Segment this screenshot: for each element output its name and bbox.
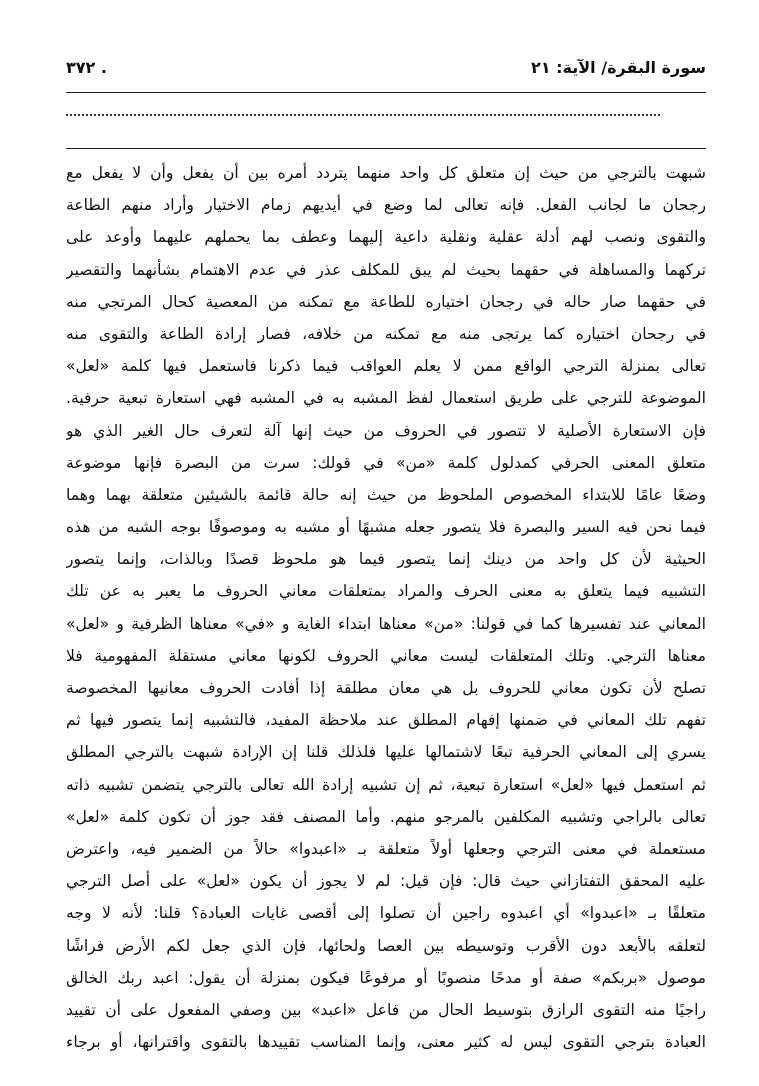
text-line: مستعملة في معنى الترجي وجعلها أولاً متعلقة بـ «اعبدوا» حالاً من الضمير فيه، واعترض: [66, 839, 706, 858]
text-line: تعالى بالراجي وتشبيه المكلفين بالمرجو منهم. وأما المصنف فقد جوز أن تكون كلمة «لعل»: [66, 807, 706, 826]
text-line: فإن الاستعارة الأصلية لا تتصور في الحروف من حيث إنها آلة لتعرف حال الغير الذي هو: [66, 421, 706, 440]
text-line: ثم استعمل فيها «لعل» استعارة تبعية، ثم إن تشبيه إرادة الله تعالى بالترجي يتضمن تشبيه ذاته: [66, 775, 706, 794]
text-line: فيما نحن فيه السير والبصرة فلا يتصور جعله مشبهًا أو مشبه به وموصوفًا بوجه الشبه من هذه: [66, 518, 706, 537]
text-line: في حقهما صار حاله في رجحان اختياره للطاعة مع تمكنه من المعصية كحال المرتجي منه: [66, 292, 706, 311]
text-line: تركهما والمساهلة في حقهما بحيث لم يبق للمكلف عذر في عدم الاهتمام بشأنهما والتقصير: [66, 260, 706, 279]
text-line: تفهم تلك المعاني في ضمنها إفهام المطلق عند ملاحظة المفيد، فالتشبيه إنما يتصور فيها ثم: [66, 711, 706, 730]
text-line: الموضوعة للترجي على طريق استعمال لفظ المشبه به في المشبه فهي استعارة تبعية حرفية.: [66, 389, 706, 408]
page-number: ٣٧٢ .: [66, 58, 107, 77]
text-line: رجحان ما لجانب الفعل. فإنه تعالى لما وضع في أيديهم زمام الاختيار وأراد منهم الطاعة: [66, 196, 706, 215]
running-title: سورة البقرة/ الآية: ٢١: [531, 58, 706, 77]
text-line: متعلق المعنى الحرفي كمدلول كلمة «من» في قولك: سرت من البصرة فإنها موضوعة: [66, 453, 706, 472]
text-line: لتعلقه بالأبعد دون الأقرب وتوسيطه بين العصا ولحائها، فإن الذي جعل لكم الأرض فراشًا: [66, 936, 706, 955]
page-body-text: [66, 158, 706, 1059]
text-line: وضعًا عامًا للابتداء المخصوص الملحوظ من حيث إنه حالة قائمة بالشيئين متعلقة بهما وهما: [66, 485, 706, 504]
dotted-separator: [66, 104, 660, 116]
text-line: يسري إلى المعاني الحرفية تبعًا لاشتمالها عليها فلذلك قلنا إن الإرادة شبهت بالترجي المطلق: [66, 743, 706, 762]
text-line: المعاني عند تفسيرها كما في قولنا: «من» معناها ابتداء الغاية و «في» معناها الظرفية و «لعل»: [66, 614, 706, 633]
text-line: في رجحان اختياره كما يرتجى منه مع تمكنه من خلافه، فصار إرادة الطاعة والتقوى منه: [66, 324, 706, 343]
section-rule: [66, 148, 706, 149]
text-line: تعالى بمنزلة الترجي الواقع ممن لا يعلم العواقب فيما ذكرنا فاستعمل فيها كلمة «لعل»: [66, 357, 706, 376]
text-line: الحيثية لأن كل واحد من دينك إنما يتصور فيما هو ملحوظ قصدًا وبالذات، وإنما يتصور: [66, 550, 706, 569]
text-line: العبادة بترجي التقوى ليس له كثير معنى، وإنما المناسب تقييدها بالتقوى واقترانها، أو برجاء: [66, 1033, 706, 1052]
text-line: معناها الترجي. وتلك المتعلقات ليست معاني الحروف لكونها معاني مستقلة المفهومية فلا: [66, 646, 706, 665]
text-line: تصلح لأن تكون معاني للحروف بل هي معان مطلقة إذا أفادت الحروف معانيها المخصوصة: [66, 679, 706, 697]
running-header: [66, 58, 706, 84]
text-line: والتقوى ونصب لهم أدلة عقلية ونقلية داعية إليهما وعطف بما يحملهم عليهما وأوعد على: [66, 228, 706, 247]
text-line: التشبيه فيما يتعلق به معنى الحرف والمراد بمتعلقات معاني الحروف ما يعبر به عن تلك: [66, 582, 706, 601]
text-line: راجيًا منه التقوى الرازق بتوسيط الحال من فاعل «اعبد» بين وصفي المفعول على أن تقييد: [66, 1000, 706, 1019]
text-line: موصول «بربكم» صفة أو مدحًا منصوبًا أو مرفوعًا فيكون بمنزلة أن يقول: اعبد ربك الخالق: [66, 968, 706, 987]
text-line: متعلقًا بـ «اعبدوا» أي اعبدوه راجين أن تصلوا إلى أقصى غايات العبادة؟ قلنا: لأنه لا وجه: [66, 904, 706, 923]
header-rule: [66, 92, 706, 93]
text-line: شبهت بالترجي من حيث إن متعلق كل واحد منهما يتردد أمره بين أن يفعل وأن لا يفعل مع: [66, 164, 706, 182]
text-line: عليه المحقق التفتازاني حيث قال: فإن قيل: لم لا يجوز أن يكون «لعل» على أصل الترجي: [66, 872, 706, 891]
